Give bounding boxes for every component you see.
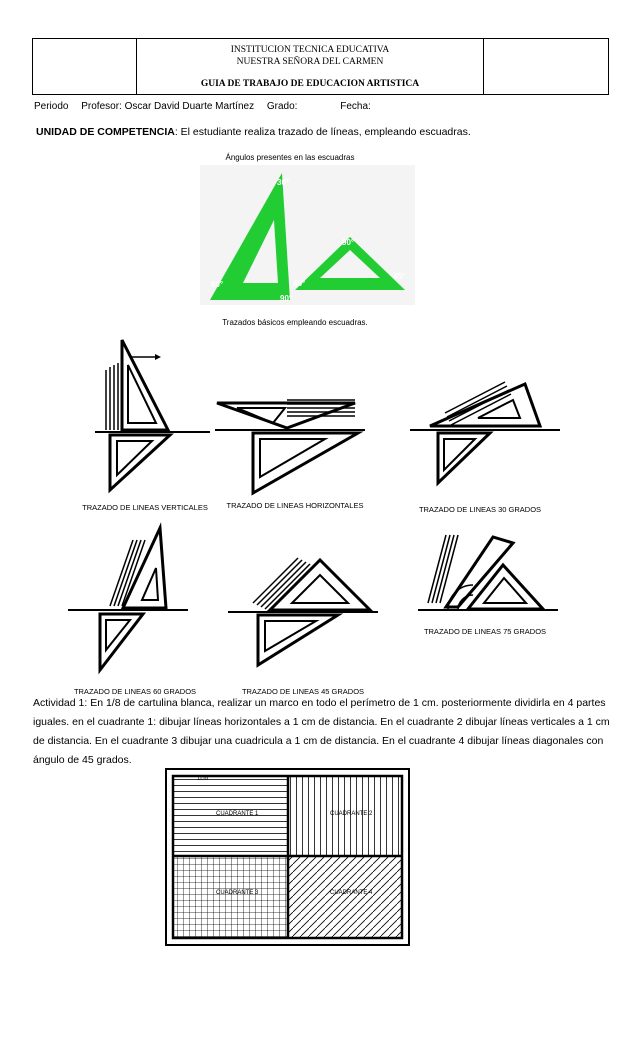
caption-45: TRAZADO DE LINEAS 45 GRADOS (241, 687, 365, 696)
angle-90-left-label: 90° (280, 294, 293, 303)
quadrant-2-label: CUADRANTE 2 (330, 811, 373, 817)
caption-horizontales: TRAZADO DE LINEAS HORIZONTALES (226, 501, 364, 510)
angle-90-top-label: 90° (342, 238, 355, 247)
set-squares-illustration (200, 165, 415, 305)
guide-title: GUIA DE TRABAJO DE EDUCACION ARTISTICA (200, 79, 420, 89)
vertical-lines-diagram (90, 335, 210, 500)
activity-text (33, 694, 613, 770)
quadrant-4-label: CUADRANTE 4 (330, 890, 373, 896)
header-table (32, 38, 609, 95)
lines-30-diagram (410, 378, 560, 503)
angles-section-title: Ángulos presentes en las escuadras (225, 153, 355, 162)
competency-unit (36, 126, 471, 138)
caption-verticales: TRAZADO DE LINEAS VERTICALES (82, 503, 208, 512)
angle-45-right-label: 45° (393, 272, 406, 281)
caption-30: TRAZADO DE LINEAS 30 GRADOS (418, 505, 542, 514)
header-title-cell (136, 39, 484, 94)
horizontal-lines-diagram (215, 395, 365, 505)
quadrant-3-label: CUADRANTE 3 (216, 890, 259, 896)
angle-30-label: 30° (277, 178, 290, 187)
institution-subname: NUESTRA SEÑORA DEL CARMEN (236, 57, 384, 67)
competency-label: UNIDAD DE COMPETENCIA (36, 126, 175, 138)
header-right-cell (483, 39, 608, 94)
activity-paragraph: Actividad 1: En 1/8 de cartulina blanca, realizar un marco en todo el perímetro de 1 cm. posteriormente dividirla en 4 partes iguales. en el cuadrante 1: dibujar líneas horizontales a 1 cm de distancia. En el cuadrante 2 dibujar líneas verticales a 1 cm de distancia. En el cuadrante 3 dibujar una cuadricula a 1 cm de distancia. En el cuadrante 4 dibujar líneas diagonales con ángulo de 45 grados. (33, 697, 610, 766)
caption-75: TRAZADO DE LINEAS 75 GRADOS (423, 627, 547, 636)
profesor-label: Profesor: Oscar David Duarte Martínez (81, 101, 255, 112)
header-left-cell (33, 39, 137, 94)
fecha-label: Fecha: (340, 101, 371, 112)
angle-45-left-label: 45° (293, 279, 306, 288)
traces-section-title: Trazados básicos empleando escuadras. (222, 318, 368, 327)
quadrant-frame (165, 768, 410, 946)
info-row (34, 101, 381, 112)
lines-60-diagram (68, 520, 188, 685)
institution-name: INSTITUCION TECNICA EDUCATIVA (230, 45, 390, 55)
grado-label: Grado: (266, 101, 298, 112)
competency-text: : El estudiante realiza trazado de líneas, empleando escuadras. (174, 126, 471, 138)
lines-75-diagram (418, 525, 558, 620)
periodo-label: Periodo (34, 101, 69, 112)
dimension-label: 1cm (197, 776, 209, 782)
angle-60-label: 60° (211, 280, 224, 289)
quadrant-1-label: CUADRANTE 1 (216, 811, 259, 817)
lines-45-diagram (228, 545, 378, 680)
caption-60: TRAZADO DE LINEAS 60 GRADOS (73, 687, 197, 696)
